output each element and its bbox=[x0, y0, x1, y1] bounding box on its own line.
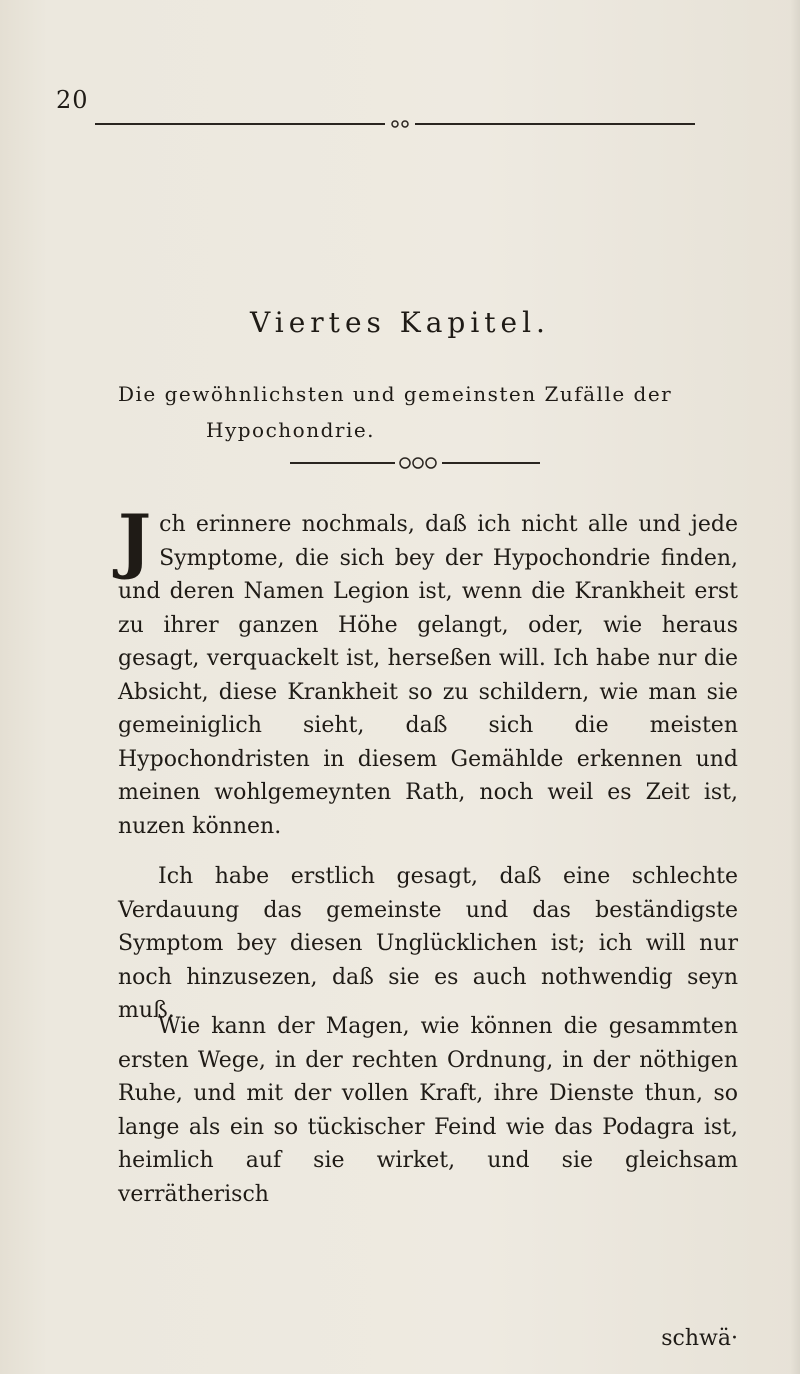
page-edge-shadow bbox=[790, 0, 800, 1374]
header-rule bbox=[95, 118, 695, 130]
paragraph-1 bbox=[118, 499, 738, 843]
chapter-title: Viertes Kapitel. bbox=[250, 306, 550, 339]
paragraph-2: Ich habe erstlich gesagt, daß eine schlechte Verdauung das gemeinste und das beständigste Symptom bey diesen Unglücklichen ist; ich will nur noch hinzusezen, daß sie es auch nothwendig seyn muß. bbox=[118, 864, 738, 1023]
ornament-divider bbox=[290, 455, 540, 471]
chapter-subtitle-line2: Hypochondrie. bbox=[206, 418, 376, 442]
chapter-subtitle-line1: Die gewöhnlichsten und gemeinsten Zufälle der bbox=[118, 382, 673, 406]
paragraph-3: Wie kann der Magen, wie können die gesammten ersten Wege, in der rechten Ordnung, in der nöthigen Ruhe, und mit der vollen Kraft, ihre Dienste thun, so lange als ein so tückischer Feind wie das Podagra ist, heimlich auf sie wirket, und sie gleichsam verrätherisch bbox=[118, 1014, 738, 1207]
catchword: schwä· bbox=[661, 1326, 738, 1351]
page-number: 20 bbox=[56, 86, 89, 114]
paragraph-1-text: ch erinnere nochmals, daß ich nicht alle und jede Symptome, die sich bey der Hypochondrie finden, und deren Namen Legion ist, wenn die Krankheit erst zu ihrer ganzen Höhe gelangt, oder, wie heraus gesagt, verquackelt ist, herseßen will. Ich habe nur die Absicht, diese Krankheit so zu schildern, wie man sie gemeiniglich sieht, daß sich die meisten Hypochondristen in diesem Gemählde erkennen und meinen wohlgemeynten Rath, noch weil es Zeit ist, nuzen können. bbox=[118, 512, 738, 839]
drop-cap: J bbox=[118, 499, 152, 582]
chapter-subtitle bbox=[118, 376, 718, 448]
